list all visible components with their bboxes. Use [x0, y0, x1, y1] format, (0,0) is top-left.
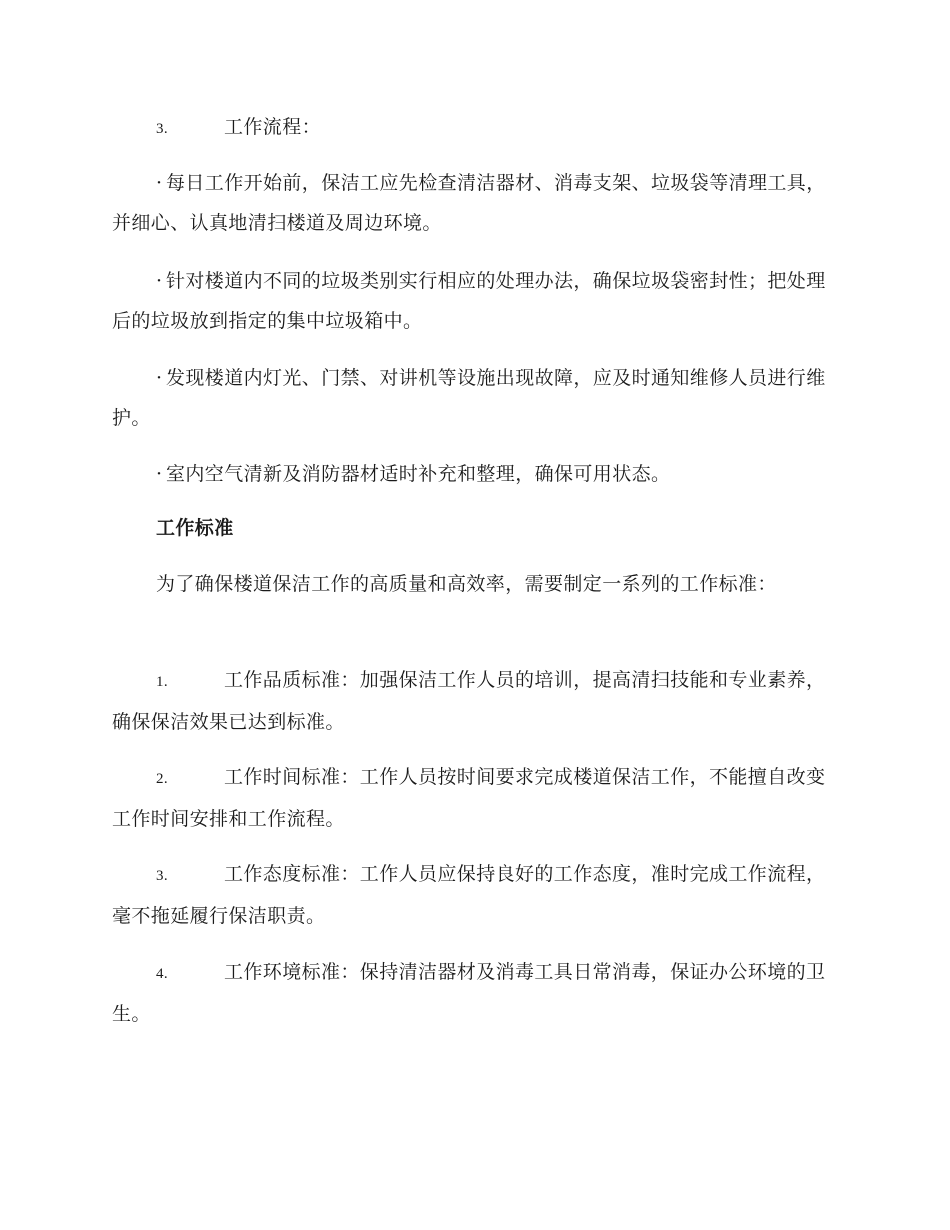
workflow-bullet-text: 每日工作开始前，保洁工应先检查清洁器材、消毒支架、垃圾袋等清理工具，并细心、认真地清扫楼道及周边环境。	[112, 172, 826, 234]
bullet-marker: ·	[156, 270, 163, 292]
standard-number: 4.	[156, 966, 169, 982]
standard-text: 工作时间标准：工作人员按时间要求完成楼道保洁工作，不能擅自改变工作时间安排和工作流程。	[112, 766, 826, 830]
bullet-marker: ·	[156, 463, 163, 485]
standard-text: 工作态度标准：工作人员应保持良好的工作态度，准时完成工作流程，毫不拖延履行保洁职责。	[112, 863, 826, 927]
bullet-marker: ·	[156, 172, 163, 194]
workflow-bullet-text: 针对楼道内不同的垃圾类别实行相应的处理办法，确保垃圾袋密封性；把处理后的垃圾放到指定的集中垃圾箱中。	[112, 270, 826, 332]
standard-number: 3.	[156, 868, 169, 884]
workflow-bullet-text: 室内空气清新及消防器材适时补充和整理，确保可用状态。	[166, 463, 671, 485]
workflow-bullet-text: 发现楼道内灯光、门禁、对讲机等设施出现故障，应及时通知维修人员进行维护。	[112, 367, 826, 429]
workflow-bullet-item	[112, 454, 836, 494]
standard-number: 2.	[156, 771, 169, 787]
standard-number: 1.	[156, 674, 169, 690]
standard-text: 工作环境标准：保持清洁器材及消毒工具日常消毒，保证办公环境的卫生。	[112, 961, 826, 1025]
workflow-bullet-item	[112, 261, 836, 341]
standards-heading: 工作标准	[156, 517, 234, 539]
standard-item	[112, 952, 836, 1034]
standard-item	[112, 757, 836, 839]
workflow-heading-line	[112, 107, 836, 149]
workflow-title: 工作流程：	[224, 116, 322, 138]
standards-intro: 为了确保楼道保洁工作的高质量和高效率，需要制定一系列的工作标准：	[156, 573, 777, 595]
workflow-bullet-item	[112, 163, 836, 243]
workflow-number: 3.	[156, 121, 169, 137]
standard-item	[112, 660, 836, 742]
bullet-marker: ·	[156, 367, 163, 389]
standard-text: 工作品质标准：加强保洁工作人员的培训，提高清扫技能和专业素养，确保保洁效果已达到标准。	[112, 669, 826, 733]
workflow-bullet-item	[112, 358, 836, 438]
standard-item	[112, 854, 836, 936]
